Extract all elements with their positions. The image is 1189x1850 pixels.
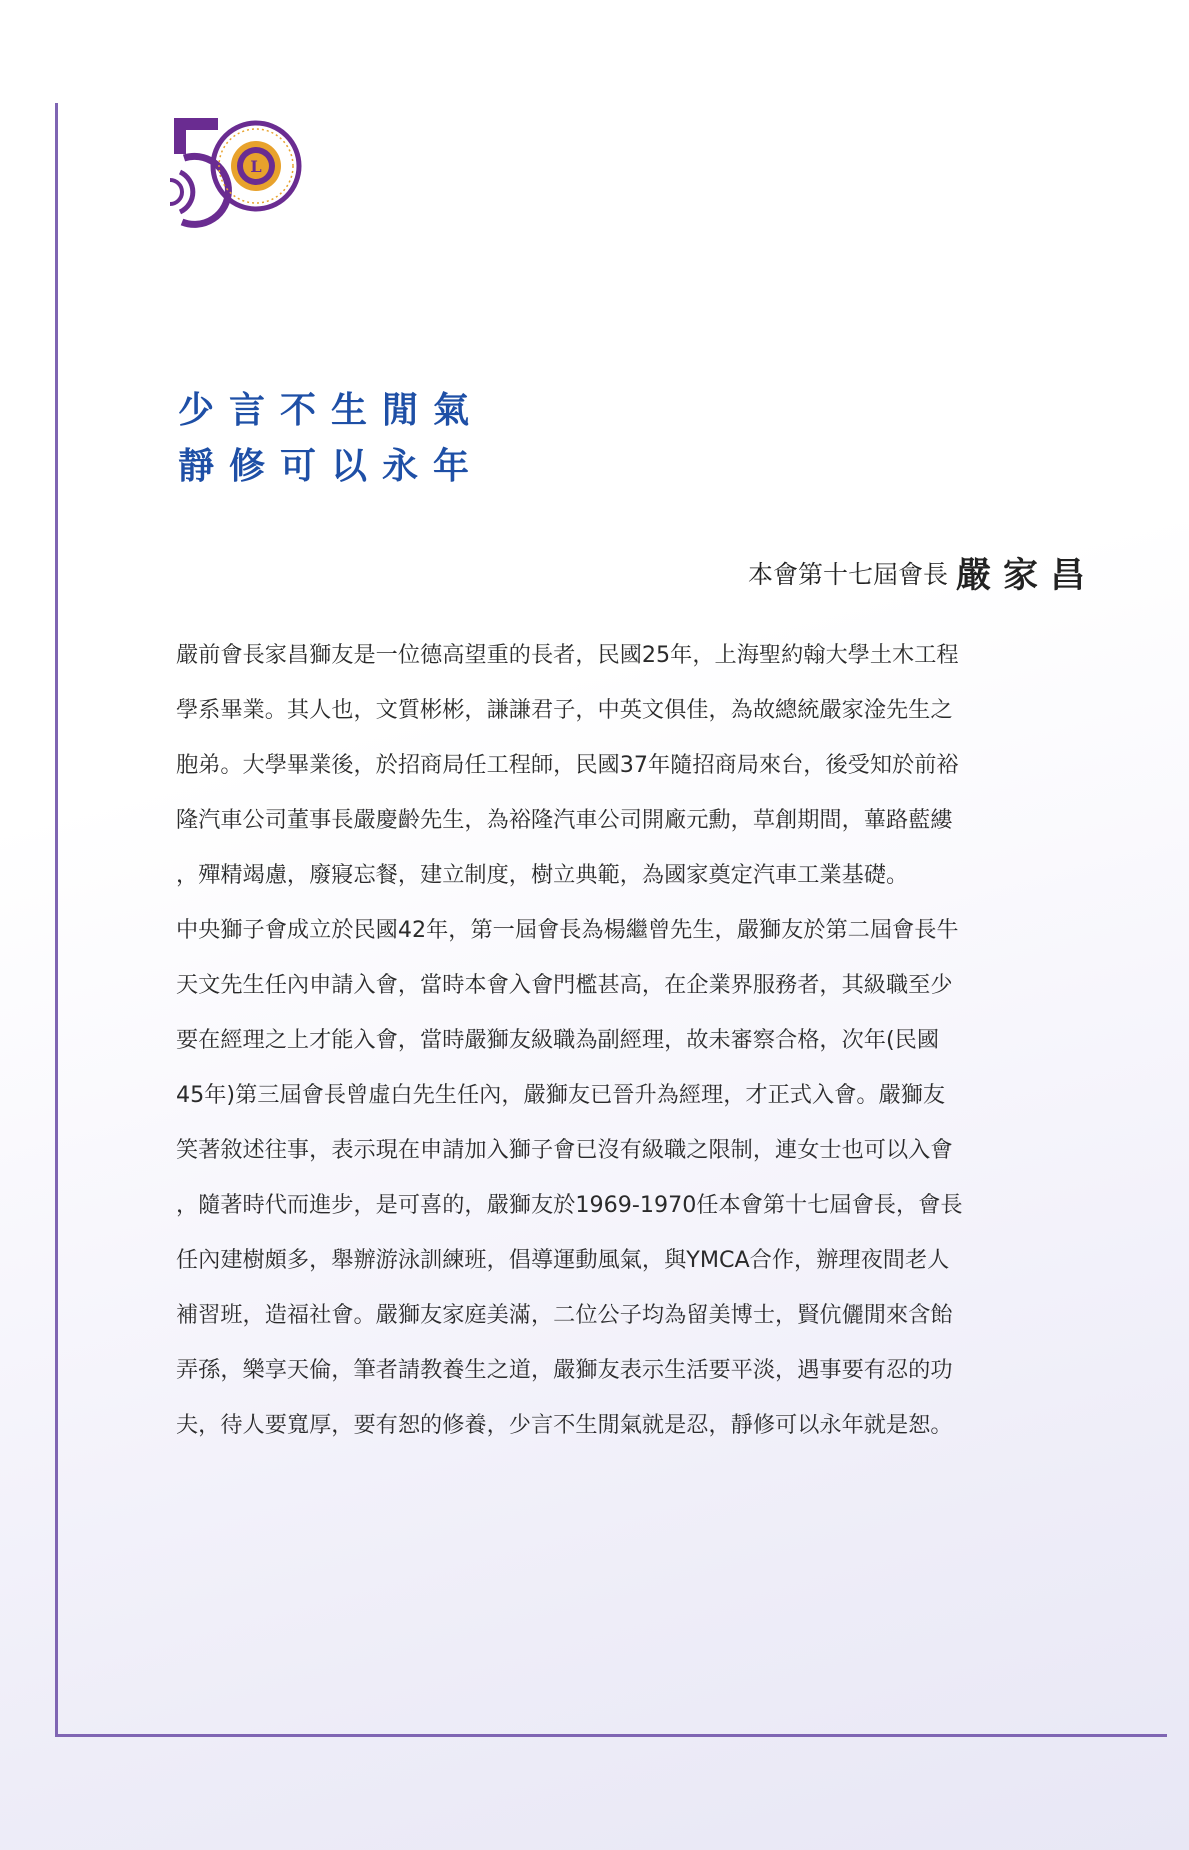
emblem-letter: L (250, 157, 262, 176)
body-line: 隆汽車公司董事長嚴慶齡先生，為裕隆汽車公司開廠元勳，草創期間，蓽路藍縷 (176, 807, 953, 833)
author-byline (748, 548, 1097, 598)
body-line: 胞弟。大學畢業後，於招商局任工程師，民國37年隨招商局來台，後受知於前裕 (176, 752, 959, 778)
body-line: 學系畢業。其人也，文質彬彬，謙謙君子，中英文俱佳，為故總統嚴家淦先生之 (176, 697, 953, 723)
body-line: 中央獅子會成立於民國42年，第一屆會長為楊繼曾先生，嚴獅友於第二屆會長牛 (176, 917, 959, 943)
body-line: 天文先生任內申請入會，當時本會入會門檻甚高，在企業界服務者，其級職至少 (176, 972, 953, 998)
anniversary-logo-graphic (160, 110, 320, 238)
body-line: 嚴前會長家昌獅友是一位德高望重的長者，民國25年，上海聖約翰大學土木工程 (176, 642, 959, 668)
author-name: 嚴家昌 (955, 555, 1097, 596)
body-line: 45年)第三屆會長曾虛白先生任內，嚴獅友已晉升為經理，才正式入會。嚴獅友 (176, 1082, 946, 1108)
body-line: 要在經理之上才能入會，當時嚴獅友級職為副經理，故未審察合格，次年(民國 (176, 1027, 940, 1053)
numeral-five-arc-inner (170, 180, 182, 204)
motto-line-2: 靜修可以永年 (178, 445, 485, 487)
author-role: 本會第十七屆會長 (747, 560, 948, 589)
body-line: ，殫精竭慮，廢寢忘餐，建立制度，樹立典範，為國家奠定汽車工業基礎。 (176, 862, 909, 888)
body-line: 補習班，造福社會。嚴獅友家庭美滿，二位公子均為留美博士，賢伉儷閒來含飴 (176, 1302, 953, 1328)
motto-heading (178, 382, 484, 494)
body-line: ，隨著時代而進步，是可喜的，嚴獅友於1969-1970任本會第十七屆會長，會長 (176, 1192, 963, 1218)
body-line: 笑著敘述往事，表示現在申請加入獅子會已沒有級職之限制，連女士也可以入會 (176, 1137, 953, 1163)
page-border-bottom (55, 1734, 1167, 1737)
motto-line-1: 少言不生閒氣 (178, 389, 485, 431)
page-border-left (55, 103, 58, 1737)
article-body (176, 628, 1100, 1453)
body-line: 弄孫，樂享天倫，筆者請教養生之道，嚴獅友表示生活要平淡，遇事要有忍的功 (176, 1357, 953, 1383)
body-line: 夫，待人要寬厚，要有恕的修養，少言不生閒氣就是忍，靜修可以永年就是恕。 (176, 1412, 953, 1438)
body-line: 任內建樹頗多，舉辦游泳訓練班，倡導運動風氣，與YMCA合作，辦理夜間老人 (176, 1247, 950, 1273)
anniversary-logo (160, 110, 320, 238)
numeral-five-stem (174, 118, 186, 154)
